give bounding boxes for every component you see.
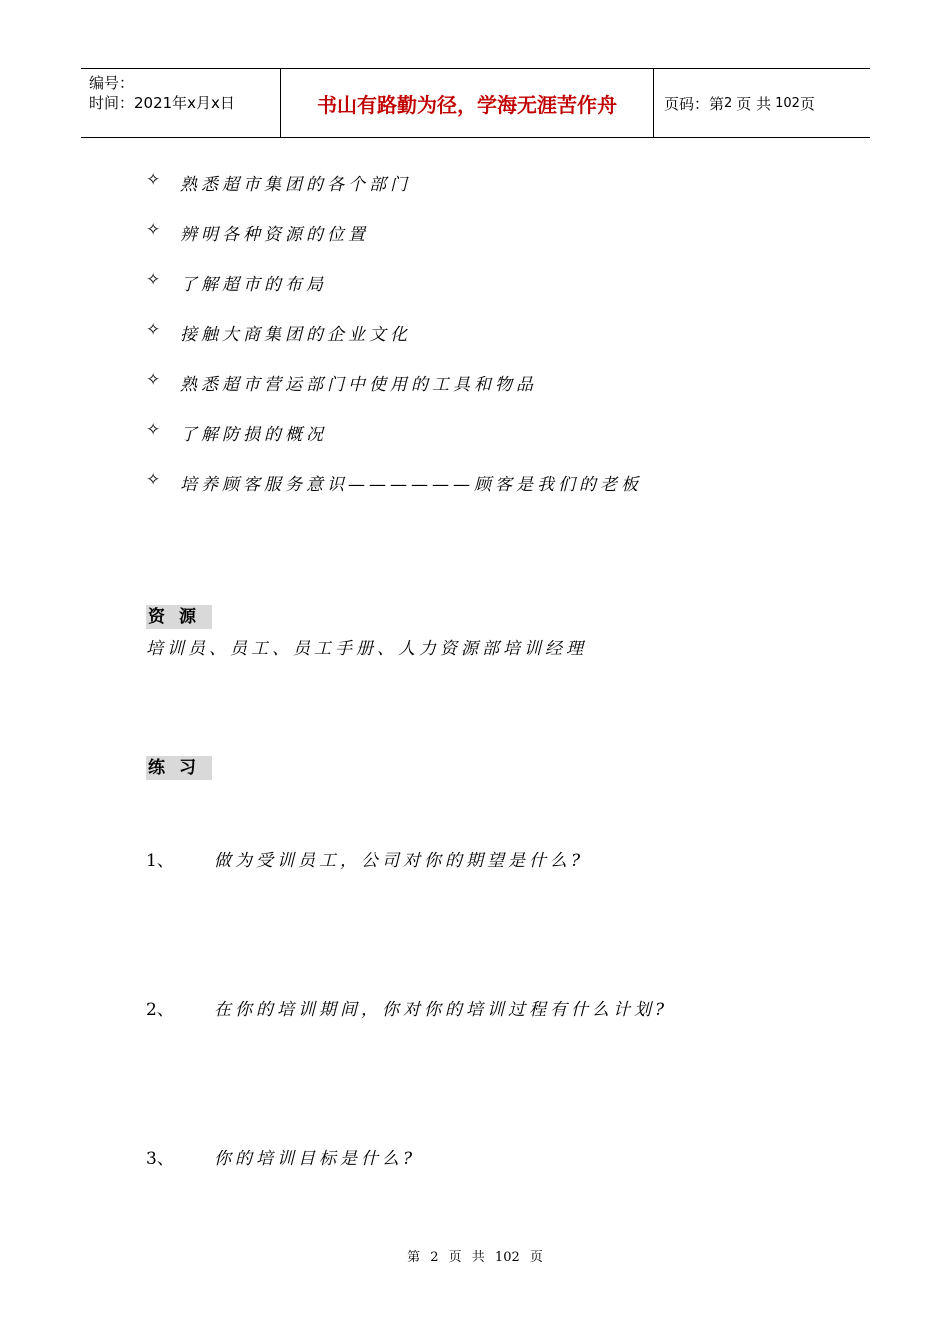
list-item	[146, 370, 642, 420]
question-item	[146, 846, 584, 871]
resources-heading: 资源	[148, 607, 210, 627]
page-label: 页码：第	[664, 94, 725, 113]
objective-text: 熟悉超市营运部门中使用的工具和物品	[180, 375, 537, 395]
page-footer: 第 2 页 共 102 页	[407, 1250, 543, 1265]
diamond-bullet-icon: ✧	[146, 320, 161, 340]
objective-text: 培养顾客服务意识——————顾客是我们的老板	[180, 475, 642, 495]
list-item	[146, 170, 642, 220]
page-mid: 页 共	[736, 94, 772, 113]
list-item	[146, 420, 642, 470]
question-item	[146, 995, 668, 1020]
question-text: 做为受训员工，公司对你的期望是什么?	[214, 851, 585, 871]
header-page-info	[654, 69, 870, 137]
diamond-bullet-icon: ✧	[146, 270, 161, 290]
objective-text: 了解超市的布局	[180, 275, 327, 295]
diamond-bullet-icon: ✧	[146, 220, 161, 240]
diamond-bullet-icon: ✧	[146, 420, 161, 440]
list-item	[146, 270, 642, 320]
question-number: 2、	[146, 1000, 174, 1020]
diamond-bullet-icon: ✧	[146, 170, 161, 190]
question-number: 3、	[146, 1149, 174, 1169]
diamond-bullet-icon: ✧	[146, 370, 161, 390]
list-item	[146, 220, 642, 270]
question-item	[146, 1144, 416, 1169]
time-label: 时间：2021年x月x日	[89, 94, 235, 112]
header-meta	[81, 69, 281, 137]
question-text: 在你的培训期间，你对你的培训过程有什么计划?	[214, 1000, 669, 1020]
exercises-heading: 练习	[148, 758, 210, 778]
question-text: 你的培训目标是什么?	[214, 1149, 417, 1169]
objective-text: 了解防损的概况	[180, 425, 327, 445]
page-number: 2	[724, 95, 733, 111]
objective-text: 辨明各种资源的位置	[180, 225, 369, 245]
objective-text: 熟悉超市集团的各个部门	[180, 175, 411, 195]
number-label: 编号：	[89, 74, 135, 92]
header-motto: 书山有路勤为径，学海无涯苦作舟	[281, 69, 654, 137]
diamond-bullet-icon: ✧	[146, 470, 161, 490]
resources-text: 培训员、员工、员工手册、人力资源部培训经理	[146, 639, 587, 659]
objectives-list	[146, 170, 642, 520]
list-item	[146, 320, 642, 370]
page-header	[81, 68, 870, 138]
page-total: 102	[775, 95, 800, 111]
list-item	[146, 470, 642, 520]
page-end: 页	[799, 94, 815, 113]
question-number: 1、	[146, 851, 174, 871]
objective-text: 接触大商集团的企业文化	[180, 325, 411, 345]
